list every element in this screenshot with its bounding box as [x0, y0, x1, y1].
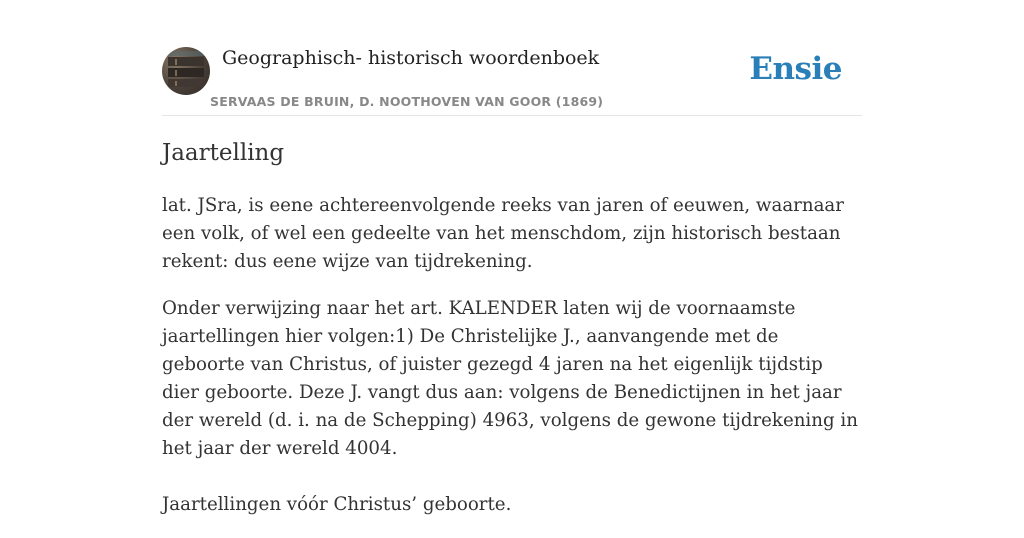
- entry-paragraph: Jaartellingen vóór Christus’ geboorte.: [162, 494, 512, 515]
- entry-paragraph: Onder verwijzing naar het art. KALENDER laten wij de voornaamste jaartellingen hier volgen:1) De Christelijke J., aanvangende met de geboorte van Christus, of juister gezegd 4 jaren na het eigenlijk tijdstip dier geboorte. Deze J. vangt dus aan: volgens de Benedictijnen in het jaar der wereld (d. i. na de Schepping) 4963, volgens de gewone tijdrekening in het jaar der wereld 4004.: [162, 298, 858, 459]
- entry-paragraph: lat. JSra, is eene achtereenvolgende reeks van jaren of eeuwen, waarnaar een volk, of wel een gedeelte van het menschdom, zijn historisch bestaan rekent: dus eene wijze van tijdrekening.: [162, 195, 844, 272]
- entry-content: [162, 192, 862, 538]
- book-cover-icon[interactable]: [162, 47, 210, 95]
- book-authors: SERVAAS DE BRUIN, D. NOOTHOVEN VAN GOOR (1869): [210, 94, 604, 109]
- page: [162, 0, 862, 515]
- entry-title: Jaartelling: [162, 140, 285, 166]
- header: [162, 44, 862, 116]
- ensie-logo[interactable]: Ensie: [749, 51, 842, 87]
- book-title[interactable]: Geographisch- historisch woordenboek: [222, 47, 600, 69]
